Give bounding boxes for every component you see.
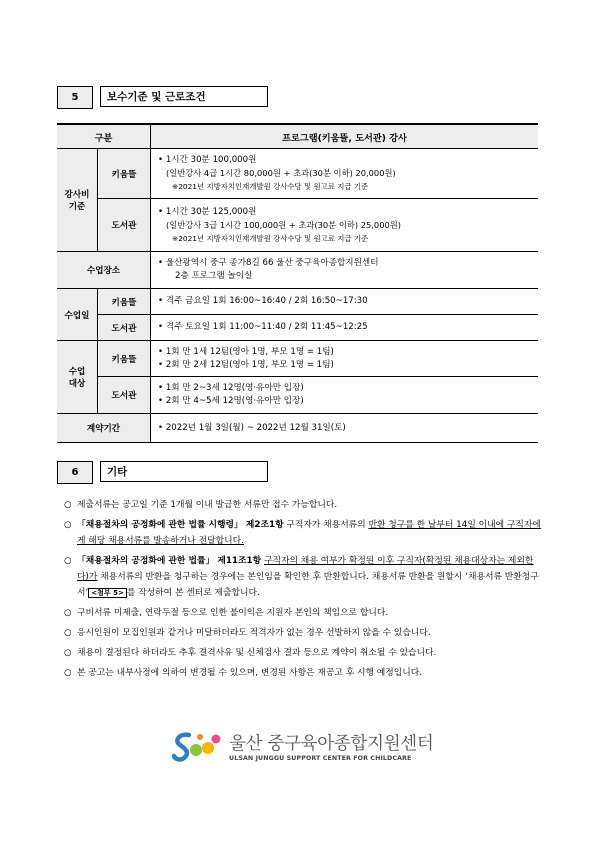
circle-marker-icon: ○ — [64, 648, 72, 658]
note-text — [77, 553, 542, 601]
sub-label-kiumteul: 키움뜰 — [98, 289, 151, 315]
table-row — [57, 149, 538, 199]
list-item — [64, 497, 542, 513]
header-program: 프로그램(키움뜰, 도서관) 강사 — [151, 124, 539, 149]
table-row — [57, 341, 538, 377]
row-label-target — [57, 341, 98, 414]
note-text-underlined: 반환 청구를 한 날부터 14일 이내에 구직자에게 해당 채용서류를 발송하거나 전달합니다. — [77, 520, 541, 546]
section-5-header — [57, 86, 268, 109]
attachment-badge: <첨부 5> — [88, 588, 127, 598]
target-line: 1회 만 1세 12팀(영아 1명, 부모 1명 = 1팀) — [165, 346, 334, 357]
days-text: 격주 금요일 1회 16:00~16:40 / 2회 16:50~17:30 — [165, 296, 368, 306]
circle-marker-icon: ○ — [64, 500, 72, 510]
days-kiumteul-cell — [151, 289, 539, 315]
sub-label-library: 도서관 — [98, 377, 151, 414]
pay-conditions-table — [57, 123, 538, 443]
bullet: • — [158, 258, 164, 268]
contract-cell — [151, 414, 539, 443]
sub-label-kiumteul: 키움뜰 — [98, 341, 151, 377]
list-item — [64, 553, 542, 601]
target-label: 대상 — [68, 379, 86, 389]
list-item — [64, 665, 542, 681]
table-header-row — [57, 124, 538, 149]
note-text: 응시인원이 모집인원과 같거나 미달하더라도 적격자가 없는 경우 선발하지 않을 수 있습니다. — [77, 628, 431, 638]
bullet: • — [158, 346, 164, 357]
note-text-underlined: 구직자의 채용 여부가 확정된 이후 구직자(확정된 채용대상자는 제외한다)가 — [77, 556, 534, 582]
table-row — [57, 252, 538, 289]
sub-label-library: 도서관 — [98, 315, 151, 341]
target-label: 수업 — [68, 367, 86, 377]
table-row — [57, 289, 538, 315]
bullet: • — [158, 396, 164, 406]
section-number: 6 — [57, 461, 93, 484]
circle-marker-icon: ○ — [64, 520, 72, 530]
logo-emblem-icon — [171, 729, 223, 763]
target-library-cell — [151, 377, 539, 414]
venue-cell — [151, 252, 539, 289]
contract-text: 2022년 1월 3일(월) ~ 2022년 12월 31일(토) — [165, 422, 346, 433]
bullet: • — [158, 383, 164, 393]
section-title: 기타 — [100, 461, 268, 482]
row-label-contract: 계약기간 — [57, 414, 151, 443]
row-label-venue: 수업장소 — [57, 252, 151, 289]
bullet: • — [158, 322, 164, 332]
target-line: 2회 만 2세 12팀(영아 1명, 부모 1명 = 1팀) — [165, 359, 334, 370]
table-row — [57, 414, 538, 443]
row-label-days: 수업일 — [57, 289, 98, 341]
circle-marker-icon: ○ — [64, 668, 72, 678]
law-reference: 「채용절차의 공정화에 관한 법률 시행령」 제2조1항 — [77, 520, 284, 530]
pay-note: ※2021년 지방자치인재개발원 강사수당 및 원고료 지급 기준 — [172, 182, 369, 191]
section-number: 5 — [57, 86, 93, 109]
law-reference: 「채용절차의 공정화에 관한 법률」 제11조1항 — [77, 556, 262, 566]
notes-list — [64, 497, 542, 685]
table-row — [57, 315, 538, 341]
row-label-pay: 강사비 기준 — [57, 149, 98, 252]
sub-label-library: 도서관 — [98, 199, 151, 252]
pay-detail: (일반강사 3급 1시간 100,000원 + 초과(30분 이하) 25,000원) — [166, 219, 402, 230]
days-library-cell — [151, 315, 539, 341]
pay-line: 1시간 30분 125,000원 — [165, 206, 257, 217]
bullet: • — [158, 359, 164, 370]
pay-detail: (일반강사 4급 1시간 80,000원 + 초과(30분 이하) 20,000원) — [166, 168, 396, 178]
days-text: 격주 토요일 1회 11:00~11:40 / 2회 11:45~12:25 — [165, 322, 368, 332]
bullet: • — [158, 296, 164, 306]
center-logo — [171, 729, 434, 763]
table-row — [57, 199, 538, 252]
note-text-part: 를 작성하여 본 센터로 제출합니다. — [126, 588, 260, 598]
note-text: 구비서류 미제출, 연락두절 등으로 인한 불이익은 지원자 본인의 책임으로 합니다. — [77, 608, 389, 618]
list-item — [64, 517, 542, 549]
note-text: 제출서류는 공고일 기준 1개월 이내 발급한 서류만 접수 가능합니다. — [77, 500, 338, 510]
note-text-part: 채용서류의 반환을 청구하는 경우에는 본인임을 확인한 후 반환합니다. 채용서류 반환을 원할시 ‘채용서류 반환청구서’ — [77, 572, 539, 598]
bullet: • — [158, 422, 164, 433]
target-line: 1회 만 2~3세 12명(영·유아만 입장) — [165, 383, 304, 393]
circle-marker-icon: ○ — [64, 608, 72, 618]
pay-line: 1시간 30분 100,000원 — [165, 155, 257, 165]
target-kiumteul-cell — [151, 341, 539, 377]
section-title: 보수기준 및 근로조건 — [100, 86, 268, 107]
target-line: 2회 만 4~5세 12명(영·유아만 입장) — [165, 396, 304, 406]
list-item — [64, 645, 542, 661]
header-category: 구분 — [57, 124, 151, 149]
bullet: • — [158, 206, 164, 217]
note-text — [77, 517, 542, 549]
venue-line: 2층 프로그램 놀이실 — [175, 271, 253, 281]
logo-korean: 울산 중구육아종합지원센터 — [229, 734, 434, 754]
circle-marker-icon: ○ — [64, 556, 72, 566]
pay-library-cell — [151, 199, 539, 252]
table-row — [57, 377, 538, 414]
venue-line: 울산광역시 중구 종가8길 66 울산 중구육아종합지원센터 — [165, 258, 379, 268]
bullet: • — [158, 155, 164, 165]
section-6-header — [57, 461, 268, 484]
note-text: 채용이 결정된다 하더라도 추후 결격사유 및 신체검사 결과 등으로 계약이 취소될 수 있습니다. — [77, 648, 437, 658]
sub-label-kiumteul: 키움뜰 — [98, 149, 151, 199]
pay-note: ※2021년 지방자치인재개발원 강사수당 및 원고료 지급 기준 — [172, 233, 369, 243]
pay-kiumteul-cell — [151, 149, 539, 199]
logo-english: ULSAN JUNGGU SUPPORT CENTER FOR CHILDCARE — [229, 755, 412, 762]
note-text: 본 공고는 내부사정에 의하여 변경될 수 있으며, 변경된 사항은 재공고 후 시행 예정입니다. — [77, 668, 423, 678]
circle-marker-icon: ○ — [64, 628, 72, 638]
list-item — [64, 625, 542, 641]
note-text-part: 구직자가 채용서류의 — [283, 520, 369, 530]
list-item — [64, 605, 542, 621]
